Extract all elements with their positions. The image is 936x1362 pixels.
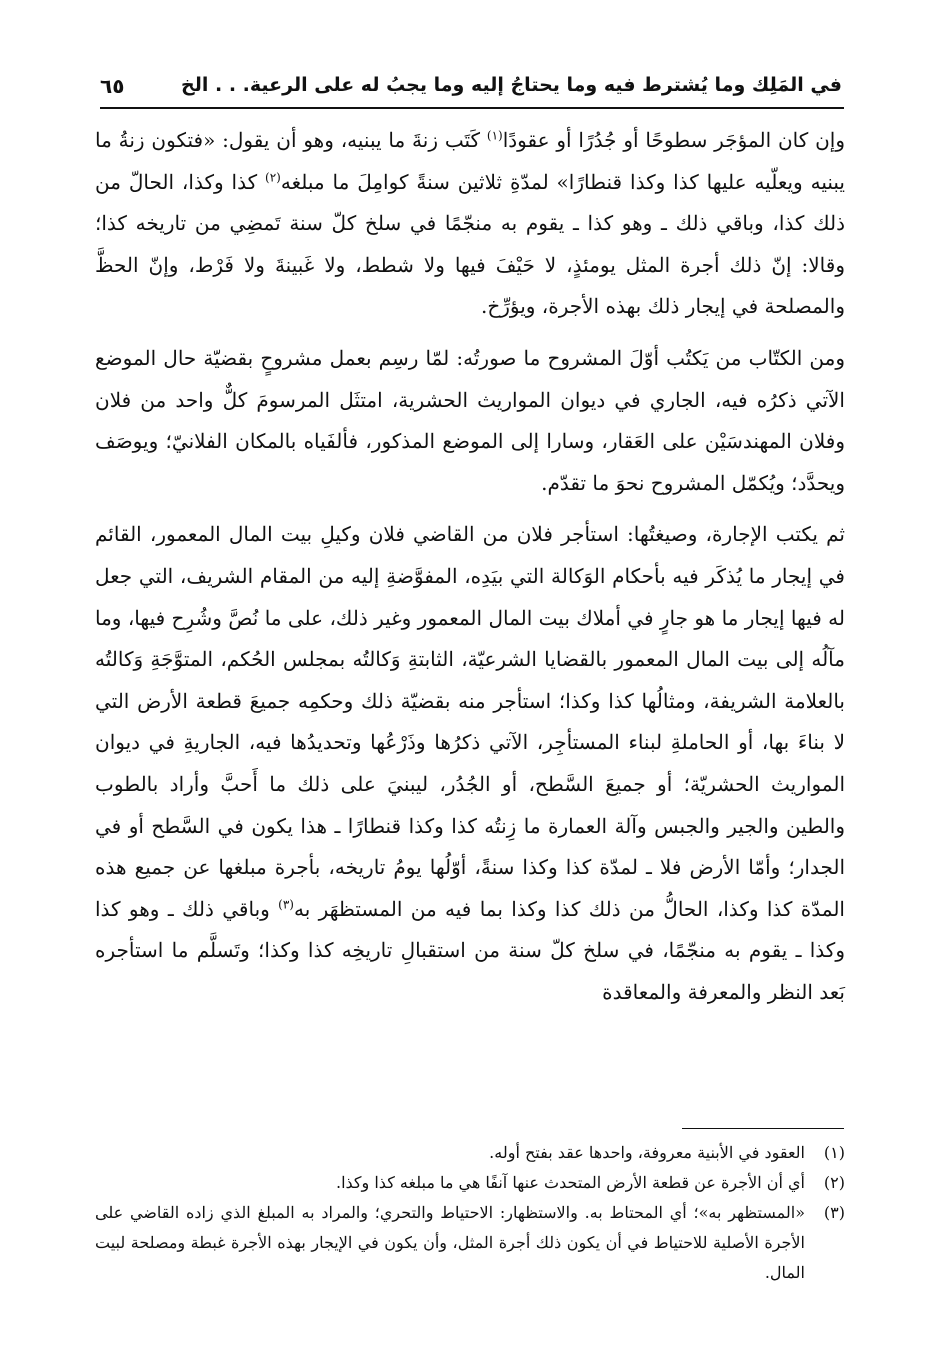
footnote-3: [95, 1198, 845, 1288]
footnote-number: (١): [823, 1143, 845, 1162]
footnote-text: أي أن الأجرة عن قطعة الأرض المتحدث عنها آنفًا هي ما مبلغه كذا وكذا.: [335, 1173, 805, 1192]
footnote-1: [95, 1138, 845, 1168]
footnotes: [95, 1138, 845, 1288]
footnote-text: «المستظهر به»؛ أي المحتاط به. والاستظهار: الاحتياط والتحري؛ والمراد به المبلغ الذي زاده القاضي على الأجرة الأصلية للاحتياط في أن يكون ذلك أجرة المثل، وأن يكون في الإيجار بهذه الأجرة غبطة ومصلحة لبيت المال.: [95, 1203, 805, 1282]
footnote-ref-1: (١): [486, 128, 503, 143]
page-number: ٦٥: [100, 74, 125, 98]
running-header: [100, 70, 842, 104]
footnote-2: [95, 1168, 845, 1198]
main-text: [95, 120, 845, 1013]
footnote-number: (٢): [823, 1173, 845, 1192]
running-title: في المَلِك وما يُشترط فيه وما يحتاجُ إليه وما يجبُ له على الرعية. . . الخ: [181, 74, 842, 96]
footnote-number: (٣): [823, 1203, 845, 1222]
footnote-ref-3: (٣): [278, 897, 294, 912]
paragraph-2: ومن الكتّاب من يَكتُب أوّلَ المشروح ما صورتُه: لمّا رسِم بعمل مشروحٍ بقضيّة حال الموضع الآتي ذكرُه فيه، الجاري في ديوان المواريث الحشرية، امتثَل المرسومَ كلٌّ واحد من فلان وفلان المهندسَيْن على العَقار، وسارا إلى الموضع المذكور، فألفَياه بالمكان الفلانيّ؛ ويوصَف ويحدَّد؛ ويُكمّل المشروح نحوَ ما تقدّم.: [95, 345, 845, 495]
footnote-divider: [682, 1128, 844, 1129]
header-divider: [100, 107, 844, 109]
paragraph-1: وإن كان المؤجَر سطوحًا أو جُدُرًا أو عقودًا$^{(١)}$ كَتَب زنةَ ما يبنيه، وهو أن يقول: «فتكون زنةُ ما يبنيه ويعلّيه عليها كذا وكذا قنطارًا» لمدّةِ ثلاثين سنةً كوامِلَ ما مبلغه$^{(٢)}$ كذا وكذا، الحالّ من ذلك كذا، وباقي ذلك ـ وهو كذا ـ يقوم به منجّمًا في سلخ كلّ سنة تَمضِي من تاريخه كذا؛ وقالا: إنّ ذلك أجرة المثل يومئذٍ، لا حَيْفَ فيها ولا شطط، ولا غَبينةَ ولا فَرْط، وإنّ الحظَّ والمصلحة في إيجار ذلك بهذه الأجرة، ويؤرِّخ.: [95, 128, 845, 319]
paragraph-3: ثم يكتب الإجارة، وصيغتُها: استأجر فلان من القاضي فلان وكيلِ بيت المال المعمور، القائم في إيجار ما يُذكَر فيه بأحكام الوَكالة التي بيَدِه، المفوَّضةِ إليه من المقام الشريف، التي جعل له فيها إيجار ما هو جارٍ في أملاك بيت المال المعمور وغير ذلك، على ما نُصَّ وشُرِح فيها، وما مآلُه إلى بيت المال المعمور بالقضايا الشرعيّة، الثابتةِ وَكالتُه بمجلس الحُكم، المتوَّجَةِ وَكالتُه بالعلامة الشريفة، ومثالُها كذا وكذا؛ استأجر منه بقضيّة ذلك وحكمِه جميعَ قطعة الأرض التي لا بناءَ بها، أو الحاملةِ لبناء المستأجِر، الآتي ذكرُها وذَرْعُها وتحديدُها فيه، الجاريةِ في ديوان المواريث الحشريّة؛ أو جميعَ السَّطح، أو الجُدُر، ليبنيَ على ذلك ما أَحبَّ وأراد بالطوب والطين والجير والجبس وآلة العمارة ما زِنتُه كذا وكذا قنطارًا ـ هذا يكون في السَّطح أو في الجدار؛ وأمّا الأرض فلا ـ لمدّة كذا وكذا سنةً، أوّلُها يومُ تاريخه، بأجرة مبلغها عن جميع هذه المدّة كذا وكذا، الحالُّ من ذلك كذا وكذا بما فيه من المستظهَر به$^{(٣)}$ وباقي ذلك ـ وهو كذا وكذا ـ يقوم به منجّمًا، في سلخ كلّ سنة من استقبالِ تاريخِه كذا وكذا؛ وتَسلَّم ما استأجره بَعد النظر والمعرفة والمعاقدة: [95, 522, 845, 1004]
footnote-text: العقود في الأبنية معروفة، واحدها عقد بفتح أوله.: [489, 1143, 805, 1162]
footnote-ref-2: (٢): [265, 169, 281, 184]
